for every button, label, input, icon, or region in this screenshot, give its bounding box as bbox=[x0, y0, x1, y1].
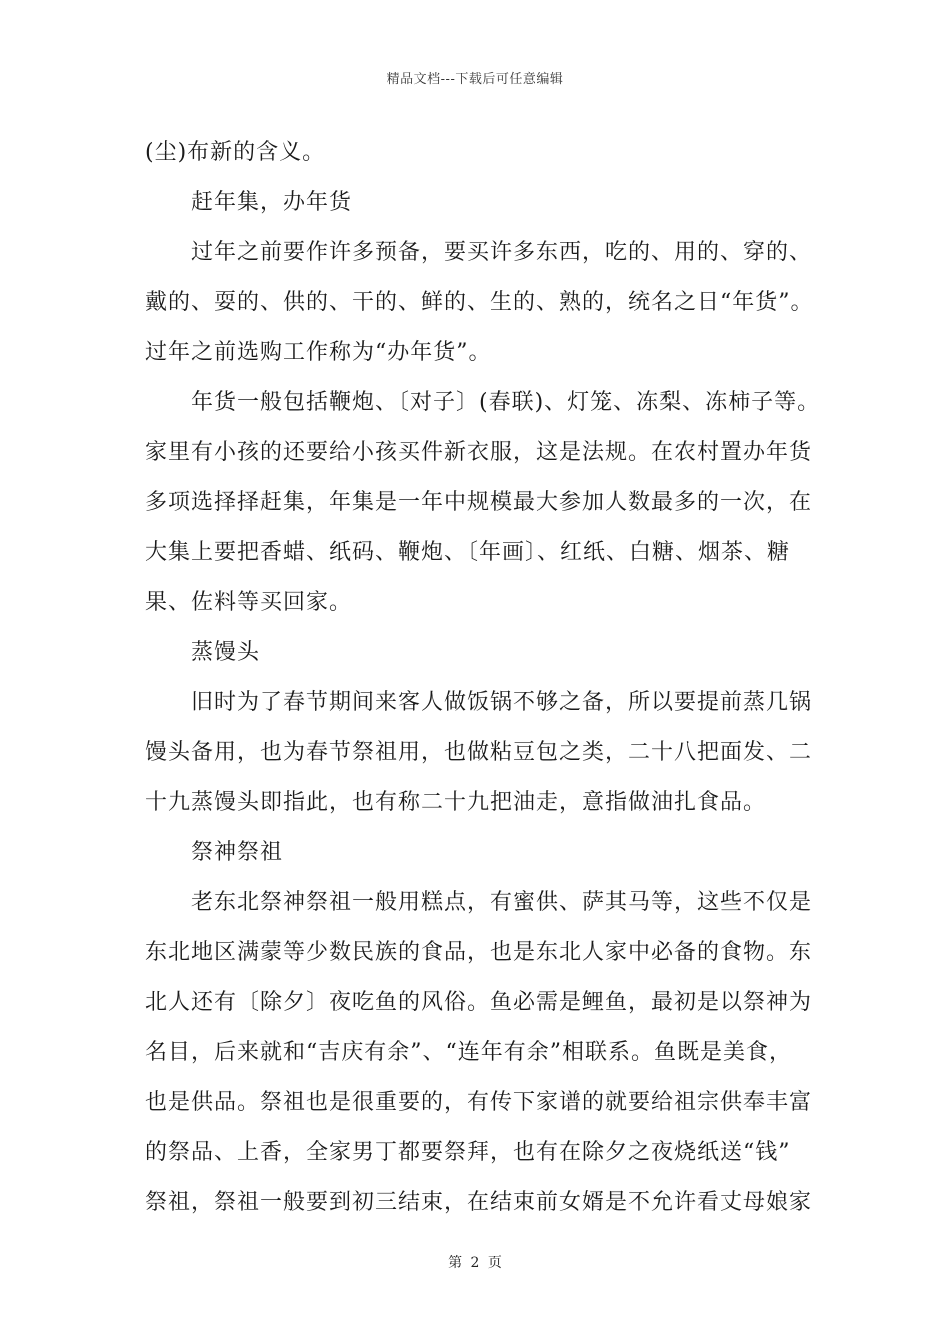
section-heading: 祭神祭祖 bbox=[191, 840, 284, 865]
text-line: 北人还有〔除夕〕夜吃鱼的风俗。鱼必需是鲤鱼，最初是以祭神为 bbox=[145, 990, 813, 1015]
text-line: 也是供品。祭祖也是很重要的，有传下家谱的就要给祖宗供奉丰富 bbox=[145, 1090, 813, 1115]
text-line: 年货一般包括鞭炮、〔对子〕(春联)、灯笼、冻梨、冻柿子等。 bbox=[191, 390, 821, 415]
page-header: 精品文档---下载后可任意编辑 bbox=[386, 72, 564, 87]
section-heading: 赶年集，办年货 bbox=[191, 190, 353, 215]
text-line: 果、佐料等买回家。 bbox=[145, 590, 353, 615]
text-line: 戴的、耍的、供的、干的、鲜的、生的、熟的，统名之日“年货”。 bbox=[145, 290, 814, 315]
text-line: 馒头备用，也为春节祭祖用，也做粘豆包之类，二十八把面发、二 bbox=[145, 740, 813, 765]
text-line: 祭祖，祭祖一般要到初三结束，在结束前女婿是不允许看丈母娘家 bbox=[145, 1190, 813, 1215]
text-line: 东北地区满蒙等少数民族的食品，也是东北人家中必备的食物。东 bbox=[145, 940, 813, 965]
text-line: 大集上要把香蜡、纸码、鞭炮、〔年画〕、红纸、白糖、烟茶、糖 bbox=[145, 540, 791, 565]
section-heading: 蒸馒头 bbox=[191, 640, 261, 665]
text-line: 家里有小孩的还要给小孩买件新衣服，这是法规。在农村置办年货 bbox=[145, 440, 813, 465]
document-body bbox=[145, 128, 825, 1228]
page-number: 第 2 页 bbox=[448, 1255, 502, 1271]
text-line: 名目，后来就和“吉庆有余”、“连年有余”相联系。鱼既是美食， bbox=[145, 1040, 792, 1065]
text-line: 十九蒸馒头即指此，也有称二十九把油走，意指做油扎食品。 bbox=[145, 790, 767, 815]
text-line: 过年之前要作许多预备，要买许多东西，吃的、用的、穿的、 bbox=[191, 240, 813, 265]
text-line: 旧时为了春节期间来客人做饭锅不够之备，所以要提前蒸几锅 bbox=[191, 690, 813, 715]
text-line: 的祭品、上香，全家男丁都要祭拜，也有在除夕之夜烧纸送“钱” bbox=[145, 1140, 791, 1165]
text-line: 多项选择择赶集，年集是一年中规模最大参加人数最多的一次，在 bbox=[145, 490, 813, 515]
text-line: (尘)布新的含义。 bbox=[145, 140, 326, 165]
text-line: 老东北祭神祭祖一般用糕点，有蜜供、萨其马等，这些不仅是 bbox=[191, 890, 813, 915]
text-line: 过年之前选购工作称为“办年货”。 bbox=[145, 340, 492, 365]
